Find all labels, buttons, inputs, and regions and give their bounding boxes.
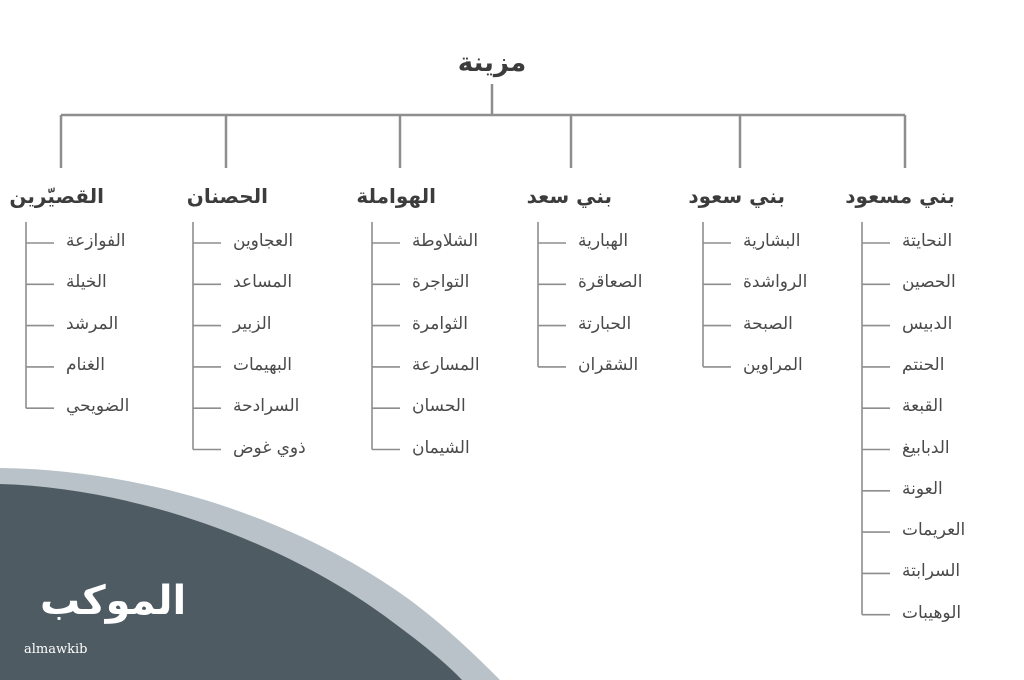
leaf-node: السرابتة <box>902 561 961 582</box>
leaf-node: الحنتم <box>902 354 945 375</box>
leaf-node: النحايتة <box>902 231 953 251</box>
branch-node: بني سعد <box>526 184 612 208</box>
leaf-node: العريمات <box>902 520 966 541</box>
leaf-node: الغنام <box>66 354 105 375</box>
branch-node: القصيّرين <box>9 184 104 208</box>
leaf-node: الدبابيغ <box>902 437 950 458</box>
root-node: مزينة <box>457 48 527 78</box>
leaf-node: المرشد <box>66 313 119 334</box>
leaf-node: الصعاقرة <box>578 272 643 293</box>
leaf-node: الفوازعة <box>66 231 126 251</box>
leaf-node: الخيلة <box>66 272 107 293</box>
leaf-node: ذوي غوض <box>233 437 306 458</box>
leaf-node: الرواشدة <box>743 272 808 293</box>
leaf-node: الصبحة <box>743 313 793 334</box>
leaf-node: العجاوين <box>233 231 294 251</box>
leaf-node: الحبارتة <box>578 313 632 334</box>
leaf-node: السرادحة <box>233 396 300 417</box>
leaf-node: الحسان <box>412 396 466 417</box>
leaf-node: القبعة <box>902 396 943 417</box>
branch-node: بني سعود <box>688 184 785 208</box>
branch-node: الحصنان <box>186 184 268 208</box>
leaf-node: الشلاوطة <box>412 231 479 251</box>
leaf-node: الشيمان <box>412 437 470 458</box>
leaf-node: الحصين <box>902 272 956 293</box>
leaf-node: المساعد <box>233 272 293 293</box>
leaf-node: الضويحي <box>66 396 130 417</box>
leaf-node: المسارعة <box>412 354 480 375</box>
branch-node: بني مسعود <box>845 184 955 208</box>
leaf-node: الثوامرة <box>412 313 468 334</box>
leaf-node: الشقران <box>578 354 639 375</box>
leaf-node: الوهيبات <box>902 602 962 623</box>
leaf-node: الهبارية <box>578 231 629 251</box>
leaf-node: التواجرة <box>412 272 470 293</box>
brand-url: almawkib <box>24 642 88 657</box>
leaf-node: الدبيس <box>902 313 953 334</box>
leaf-node: العونة <box>902 478 943 499</box>
leaf-node: الزبير <box>233 313 272 334</box>
brand-logo-text: الموكب <box>40 578 187 624</box>
branch-node: الهواملة <box>356 184 436 208</box>
leaf-node: البشارية <box>743 231 801 251</box>
leaf-node: المراوين <box>743 354 803 375</box>
leaf-node: البهيمات <box>233 354 293 375</box>
